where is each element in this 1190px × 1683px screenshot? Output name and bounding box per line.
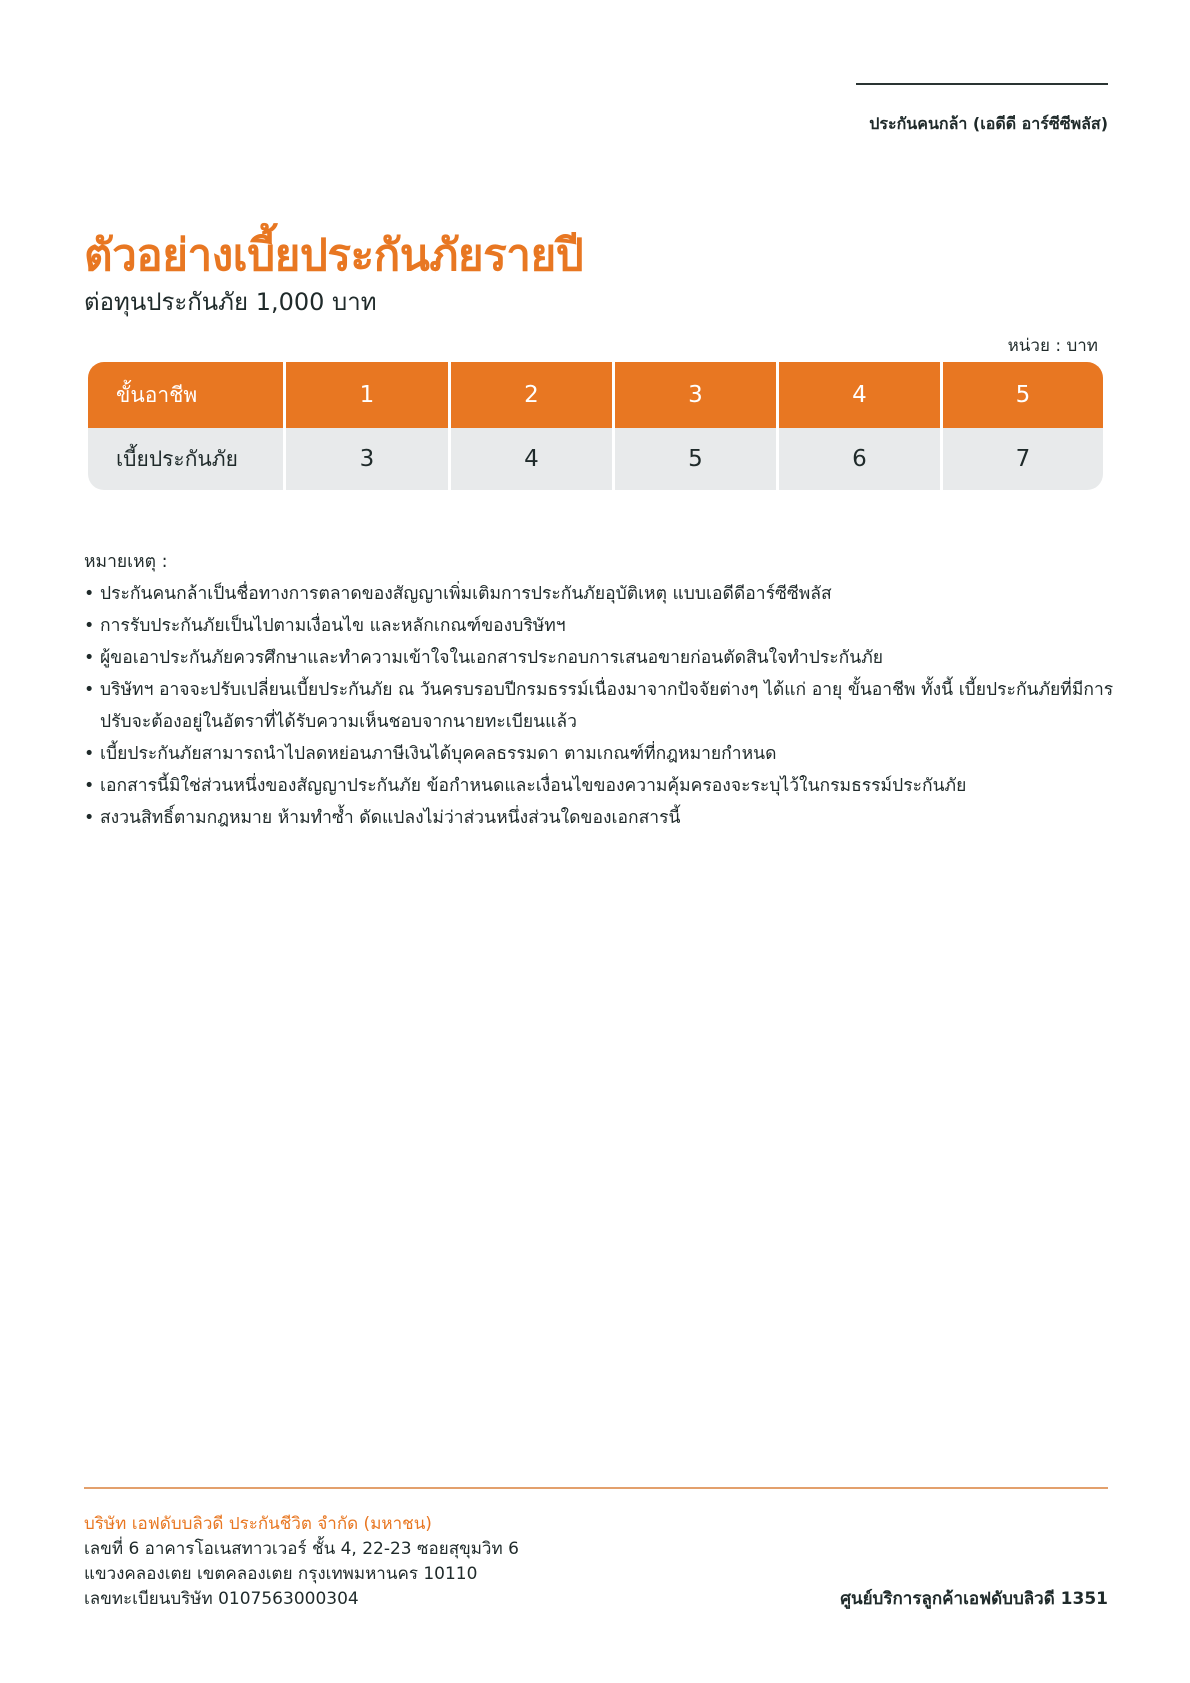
header-cell-class-4: 4: [776, 362, 940, 428]
header-cell-occupation-class: ขั้นอาชีพ: [88, 362, 283, 428]
bullet-icon: •: [84, 744, 95, 764]
premium-cell-class-5: 7: [940, 428, 1103, 490]
header-cell-class-1: 1: [283, 362, 448, 428]
address-line-2: แขวงคลองเตย เขตคลองเตย กรุงเทพมหานคร 10110: [84, 1564, 478, 1584]
note-text: การรับประกันภัยเป็นไปตามเงื่อนไข และหลักเกณฑ์ของบริษัทฯ: [100, 616, 566, 636]
note-text: เบี้ยประกันภัยสามารถนำไปลดหย่อนภาษีเงินได้บุคคลธรรมดา ตามเกณฑ์ที่กฎหมายกำหนด: [100, 744, 777, 764]
page-subtitle: ต่อทุนประกันภัย 1,000 บาท: [84, 288, 377, 316]
bullet-icon: •: [84, 680, 95, 700]
note-text: เอกสารนี้มิใช่ส่วนหนึ่งของสัญญาประกันภัย ข้อกำหนดและเงื่อนไขของความคุ้มครองจะระบุไว้ในกรมธรรม์ประกันภัย: [100, 776, 967, 796]
note-text: สงวนสิทธิ์ตามกฎหมาย ห้ามทำซ้ำ ดัดแปลงไม่ว่าส่วนหนึ่งส่วนใดของเอกสารนี้: [100, 808, 681, 828]
note-item: [84, 642, 1114, 674]
premium-cell-class-3: 5: [612, 428, 776, 490]
bullet-icon: •: [84, 808, 95, 828]
bullet-icon: •: [84, 776, 95, 796]
note-item: [84, 738, 1114, 770]
notes-list: [84, 578, 1114, 834]
premium-cell-class-2: 4: [448, 428, 612, 490]
note-item: [84, 770, 1114, 802]
product-name: ประกันคนกล้า (เอดีดี อาร์ซีซีพลัส): [869, 114, 1108, 133]
premium-table: [88, 362, 1103, 490]
premium-cell-class-1: 3: [283, 428, 448, 490]
header-rule: [856, 83, 1108, 85]
company-name: บริษัท เอฟดับบลิวดี ประกันชีวิต จำกัด (มหาชน): [84, 1514, 432, 1534]
footer-rule: [84, 1487, 1108, 1489]
premium-cell-class-4: 6: [776, 428, 940, 490]
bullet-icon: •: [84, 584, 95, 604]
header-cell-class-5: 5: [940, 362, 1103, 428]
header-cell-class-2: 2: [448, 362, 612, 428]
header-cell-class-3: 3: [612, 362, 776, 428]
note-item: [84, 802, 1114, 834]
note-item: [84, 610, 1114, 642]
notes-section: [84, 546, 1114, 834]
address-line-1: เลขที่ 6 อาคารโอเนสทาวเวอร์ ชั้น 4, 22-23 ซอยสุขุมวิท 6: [84, 1539, 519, 1559]
registration-number: เลขทะเบียนบริษัท 0107563000304: [84, 1589, 359, 1609]
bullet-icon: •: [84, 616, 95, 636]
page-title: ตัวอย่างเบี้ยประกันภัยรายปี: [84, 230, 584, 281]
note-text: ประกันคนกล้าเป็นชื่อทางการตลาดของสัญญาเพิ่มเติมการประกันภัยอุบัติเหตุ แบบเอดีดีอาร์ซีซีพลัส: [100, 584, 832, 604]
notes-title: หมายเหตุ :: [84, 552, 168, 572]
note-text: บริษัทฯ อาจจะปรับเปลี่ยนเบี้ยประกันภัย ณ วันครบรอบปีกรมธรรม์เนื่องมาจากปัจจัยต่างๆ ได้แก่ อายุ ขั้นอาชีพ ทั้งนี้ เบี้ยประกันภัยที่มีการปรับจะต้องอยู่ในอัตราที่ได้รับความเห็นชอบจากนายทะเบียนแล้ว: [100, 680, 1114, 732]
unit-label: หน่วย : บาท: [1007, 336, 1098, 356]
customer-service-hotline: ศูนย์บริการลูกค้าเอฟดับบลิวดี 1351: [840, 1589, 1108, 1609]
bullet-icon: •: [84, 648, 95, 668]
note-item: [84, 674, 1114, 738]
note-item: [84, 578, 1114, 610]
row-label-premium: เบี้ยประกันภัย: [88, 428, 283, 490]
note-text: ผู้ขอเอาประกันภัยควรศึกษาและทำความเข้าใจในเอกสารประกอบการเสนอขายก่อนตัดสินใจทำประกันภัย: [100, 648, 884, 668]
